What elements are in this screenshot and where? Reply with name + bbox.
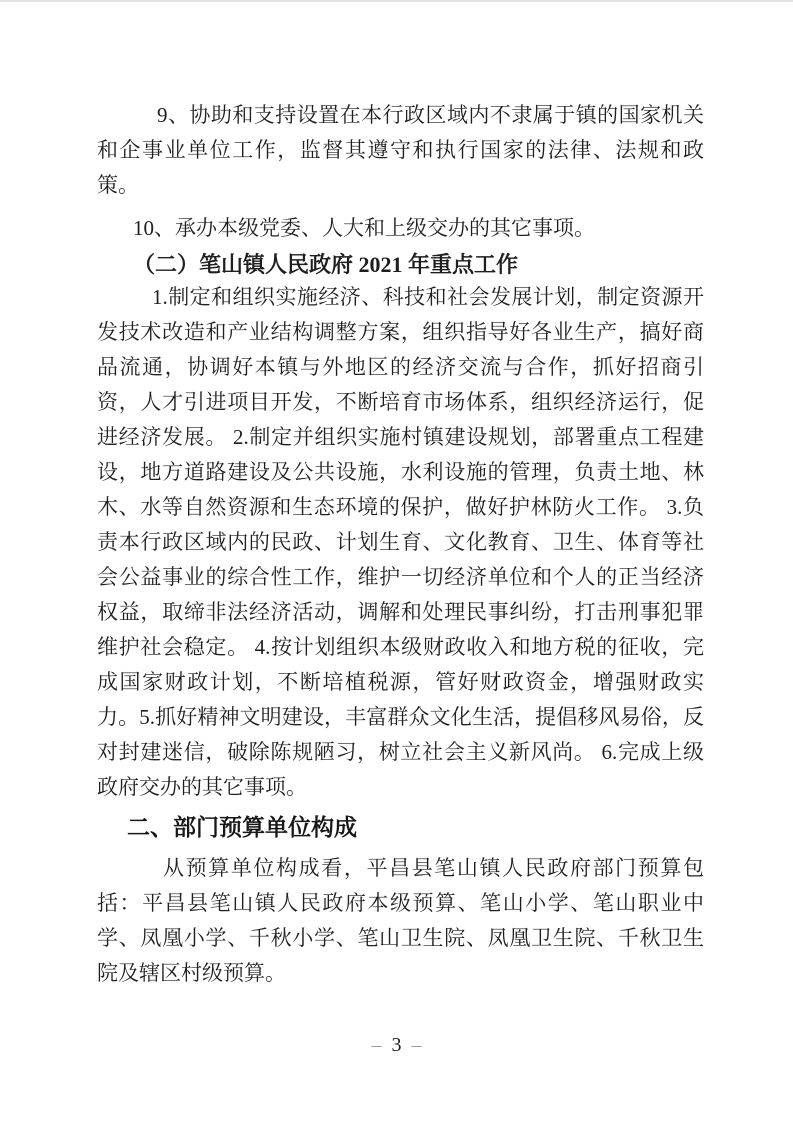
paragraph-item-9: 9、协助和支持设置在本行政区域内不隶属于镇的国家机关和企事业单位工作，监督其遵守和执行国家的法律、法规和政策。: [97, 103, 704, 197]
document-content: [97, 98, 704, 991]
heading-key-work-2021: （二）笔山镇人民政府 2021 年重点工作: [133, 252, 519, 277]
page-top-edge: [0, 0, 793, 2]
heading-budget-unit-composition: 二、部门预算单位构成: [127, 814, 357, 840]
page-number: 3: [391, 1034, 402, 1056]
page-number-right-dash: –: [411, 1034, 422, 1056]
page-footer: [0, 1030, 793, 1060]
paragraph-key-tasks: 1.制定和组织实施经济、科技和社会发展计划，制定资源开发技术改造和产业结构调整方案，组织指导好各业生产，搞好商品流通，协调好本镇与外地区的经济交流与合作，抓好招商引资，人才引进项目开发，不断培育市场体系，组织经济运行，促进经济发展。 2.制定并组织实施村镇建设规划，部署重点工程建设，地方道路建设及公共设施，水利设施的管理，负责土地、林木、水等自然资源和生态环境的保护，做好护林防火工作。 3.负责本行政区域内的民政、计划生育、文化教育、卫生、体育等社会公益事业的综合性工作，维护一切经济单位和个人的正当经济权益，取缔非法经济活动，调解和处理民事纠纷，打击刑事犯罪维护社会稳定。 4.按计划组织本级财政收入和地方税的征收，完成国家财政计划，不断培植税源，管好财政资金，增强财政实力。5.抓好精神文明建设，丰富群众文化生活，提倡移风易俗，反对封建迷信，破除陈规陋习，树立社会主义新风尚。 6.完成上级政府交办的其它事项。: [97, 285, 704, 799]
page-number-left-dash: –: [371, 1034, 382, 1056]
paragraph-item-10: 10、承办本级党委、人大和上级交办的其它事项。: [133, 216, 595, 240]
paragraph-budget-units: 从预算单位构成看，平昌县笔山镇人民政府部门预算包括：平昌县笔山镇人民政府本级预算、笔山小学、笔山职业中学、凤凰小学、千秋小学、笔山卫生院、凤凰卫生院、千秋卫生院及辖区村级预算。: [97, 856, 704, 985]
